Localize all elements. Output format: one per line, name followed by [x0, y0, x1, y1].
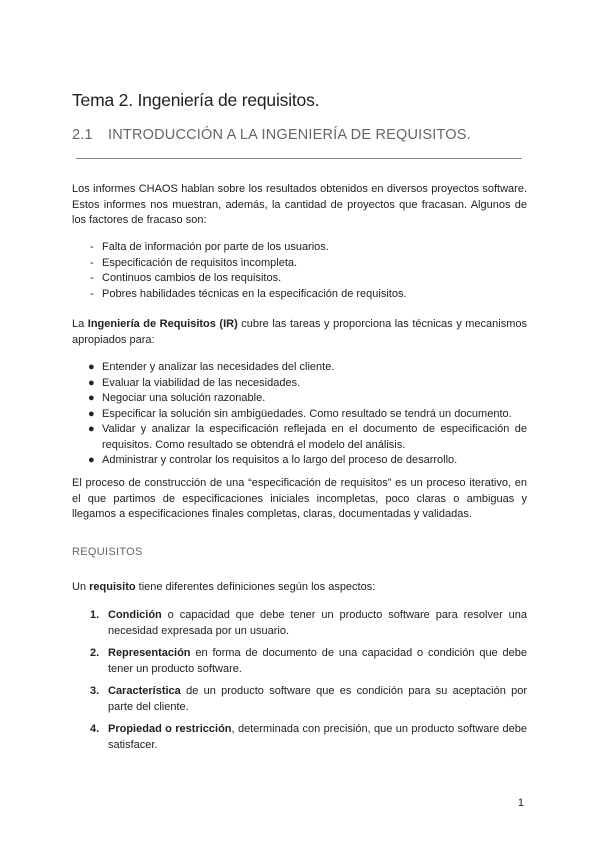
bullet-marker: ●	[88, 423, 95, 435]
item-number: 1.	[90, 609, 100, 621]
ir-term: Ingeniería de Requisitos (IR)	[87, 318, 238, 330]
dash-marker: -	[90, 287, 94, 300]
intro-paragraph: Los informes CHAOS hablan sobre los resultados obtenidos en diversos proyectos software. Estos informes nos muestran, además, la cantidad de proyectos que fracasan. Algunos de los factores de fracaso son:	[72, 183, 527, 226]
requisitos-subheading: REQUISITOS	[72, 546, 143, 558]
ir-paragraph: La Ingeniería de Requisitos (IR) cubre las tareas y proporciona las técnicas y mecanismos apropiados para:	[72, 318, 527, 346]
requisito-paragraph: Un requisito tiene diferentes definiciones según los aspectos:	[72, 581, 376, 593]
dash-marker: -	[90, 272, 94, 284]
bullet-marker: ●	[88, 392, 95, 404]
list-item: ● Negociar una solución razonable.	[72, 391, 527, 407]
process-paragraph: El proceso de construcción de una “especificación de requisitos” es un proceso iterativo, en el que partimos de especificaciones iniciales incompletas, poco claras o ambiguas y llegamos a especificaciones finales completas, claras, documentadas y validadas.	[72, 477, 527, 520]
list-item: ● Evaluar la viabilidad de las necesidades.	[72, 376, 527, 392]
list-item: ● Especificar la solución sin ambigüedades. Como resultado se tendrá un documento.	[72, 407, 527, 423]
ir-tasks-list	[72, 360, 527, 469]
bullet-marker: ●	[88, 407, 95, 420]
list-item: ● Administrar y controlar los requisitos a lo largo del proceso de desarrollo.	[72, 453, 527, 469]
failure-factors-list	[72, 240, 527, 302]
requisito-term: requisito	[89, 581, 136, 593]
list-item: - Continuos cambios de los requisitos.	[72, 271, 527, 287]
list-item: 3. Característica de un producto software que es condición para su aceptación por parte del cliente.	[90, 685, 527, 713]
definitions-list	[72, 608, 527, 760]
item-number: 2.	[90, 647, 100, 659]
section-title-text: INTRODUCCIÓN A LA INGENIERÍA DE REQUISITOS.	[108, 127, 471, 143]
document-title: Tema 2. Ingeniería de requisitos.	[72, 90, 320, 110]
list-item: 4. Propiedad o restricción, determinada con precisión, que un producto software debe satisfacer.	[90, 723, 527, 751]
section-number: 2.1	[72, 127, 93, 143]
bullet-marker: ●	[88, 454, 95, 466]
list-item: ● Entender y analizar las necesidades del cliente.	[72, 360, 527, 376]
bullet-marker: ●	[88, 376, 95, 389]
page-number: 1	[517, 797, 524, 809]
bullet-marker: ●	[88, 361, 95, 373]
list-item: - Pobres habilidades técnicas en la especificación de requisitos.	[72, 287, 527, 303]
dash-marker: -	[90, 256, 94, 269]
item-number: 4.	[90, 723, 100, 735]
section-divider	[76, 158, 522, 159]
list-item: 2. Representación en forma de documento de una capacidad o condición que debe tener un producto software.	[90, 647, 527, 675]
dash-marker: -	[90, 241, 94, 253]
section-heading	[72, 127, 471, 143]
list-item: ● Validar y analizar la especificación reflejada en el documento de especificación de requisitos. Como resultado se obtendrá el modelo del análisis.	[88, 423, 527, 451]
list-item: 1. Condición o capacidad que debe tener un producto software para resolver una necesidad expresada por un usuario.	[90, 609, 527, 637]
item-number: 3.	[90, 685, 100, 697]
list-item: - Falta de información por parte de los usuarios.	[72, 240, 527, 256]
list-item: - Especificación de requisitos incompleta.	[72, 256, 527, 272]
